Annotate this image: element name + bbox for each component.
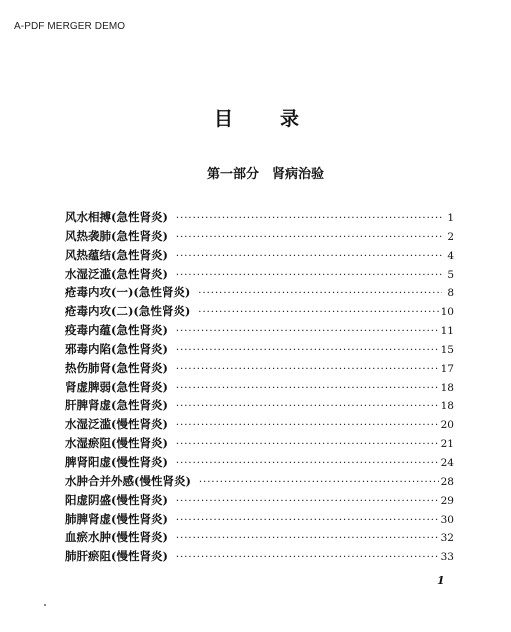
dot-leader	[176, 342, 439, 361]
dot-leader	[176, 380, 439, 399]
toc-entry-page: 5	[447, 268, 454, 281]
dot-leader	[199, 474, 439, 493]
toc-entry-page: 10	[440, 306, 454, 319]
dot-leader	[198, 285, 442, 304]
dot-leader	[176, 248, 442, 267]
toc-entry-label: 热伤肺肾(急性肾炎)	[65, 360, 168, 375]
toc-entry-page: 4	[447, 249, 454, 262]
toc-entry-label: 风热袭肺(急性肾炎)	[65, 228, 168, 243]
toc-entry-page: 21	[440, 438, 454, 451]
dot-leader	[176, 267, 442, 286]
toc-entry-page: 11	[440, 325, 454, 338]
toc-entry[interactable]	[65, 396, 454, 415]
section-heading: 第一部分 肾病治验	[206, 167, 324, 182]
toc-entry[interactable]	[65, 434, 454, 453]
dot-leader	[176, 455, 439, 474]
toc-entry-page: 33	[440, 551, 454, 564]
toc-entry[interactable]	[65, 227, 454, 246]
toc-entry-page: 8	[447, 287, 454, 300]
toc-entry-page: 24	[440, 456, 454, 469]
toc-entry[interactable]	[65, 340, 454, 359]
toc-entry-label: 肺肝瘀阻(慢性肾炎)	[65, 549, 168, 564]
dot-leader	[176, 229, 442, 248]
toc-entry[interactable]	[65, 453, 454, 472]
page-number: 1	[437, 574, 445, 587]
toc-entry-label: 疮毒内攻(一)(急性肾炎)	[65, 285, 191, 300]
toc-entry-label: 水肿合并外感(慢性肾炎)	[65, 473, 191, 488]
dot-leader	[176, 210, 442, 229]
toc-entry-label: 疫毒内蕴(急性肾炎)	[65, 323, 168, 338]
toc-entry[interactable]	[65, 415, 454, 434]
toc-entry[interactable]	[65, 246, 454, 265]
toc-entry[interactable]	[65, 378, 454, 397]
toc-entry-page: 18	[440, 400, 454, 413]
toc-entry-label: 水湿瘀阻(慢性肾炎)	[65, 436, 168, 451]
toc-entry-page: 2	[447, 230, 454, 243]
toc-entry-label: 血瘀水肿(慢性肾炎)	[65, 530, 168, 545]
dot-leader	[176, 417, 439, 436]
toc-entry[interactable]	[65, 491, 454, 510]
dot-leader	[176, 361, 439, 380]
dot-leader	[176, 549, 439, 568]
toc-entry[interactable]	[65, 265, 454, 284]
toc-entry-page: 30	[440, 513, 454, 526]
scan-speck	[44, 604, 46, 606]
toc-entry-label: 风水相搏(急性肾炎)	[65, 210, 168, 224]
dot-leader	[176, 323, 439, 342]
toc-entry-page: 1	[447, 212, 454, 224]
toc-entry-page: 18	[440, 381, 454, 394]
toc-entry-label: 脾肾阳虚(慢性肾炎)	[65, 454, 168, 469]
toc-entry[interactable]	[65, 321, 454, 340]
toc-entry[interactable]	[65, 547, 454, 566]
toc-entry-page: 15	[440, 343, 454, 356]
toc-entry-label: 阳虚阴盛(慢性肾炎)	[65, 492, 168, 507]
toc-entry-page: 20	[440, 419, 454, 432]
toc-entry-label: 肺脾肾虚(慢性肾炎)	[65, 511, 168, 526]
dot-leader	[176, 436, 439, 455]
toc-entry[interactable]	[65, 208, 454, 227]
dot-leader	[176, 530, 439, 549]
toc-entry[interactable]	[65, 528, 454, 547]
toc-entry-page: 29	[440, 494, 454, 507]
watermark: A-PDF MERGER DEMO	[14, 21, 126, 32]
toc-entry[interactable]	[65, 359, 454, 378]
toc-entry[interactable]	[65, 510, 454, 529]
dot-leader	[176, 398, 439, 417]
toc-entry-label: 肾虚脾弱(急性肾炎)	[65, 379, 168, 394]
dot-leader	[176, 493, 439, 512]
toc-entry-page: 32	[440, 532, 454, 545]
toc-entry-label: 肝脾肾虚(急性肾炎)	[65, 398, 168, 413]
toc-entry[interactable]	[65, 283, 454, 302]
toc-entry-label: 风热蕴结(急性肾炎)	[65, 247, 168, 262]
toc-entry[interactable]	[65, 302, 454, 321]
dot-leader	[198, 304, 438, 323]
toc-entry-page: 28	[440, 475, 454, 488]
page-title: 目 录	[213, 108, 313, 130]
dot-leader	[176, 512, 439, 531]
toc-entry-page: 17	[440, 362, 454, 375]
toc-entry-label: 水湿泛滥(慢性肾炎)	[65, 417, 168, 432]
table-of-contents	[65, 208, 454, 566]
toc-entry-label: 水湿泛滥(急性肾炎)	[65, 266, 168, 281]
toc-entry[interactable]	[65, 472, 454, 491]
toc-entry-label: 疮毒内攻(二)(急性肾炎)	[65, 304, 191, 319]
toc-entry-label: 邪毒内陷(急性肾炎)	[65, 341, 168, 356]
